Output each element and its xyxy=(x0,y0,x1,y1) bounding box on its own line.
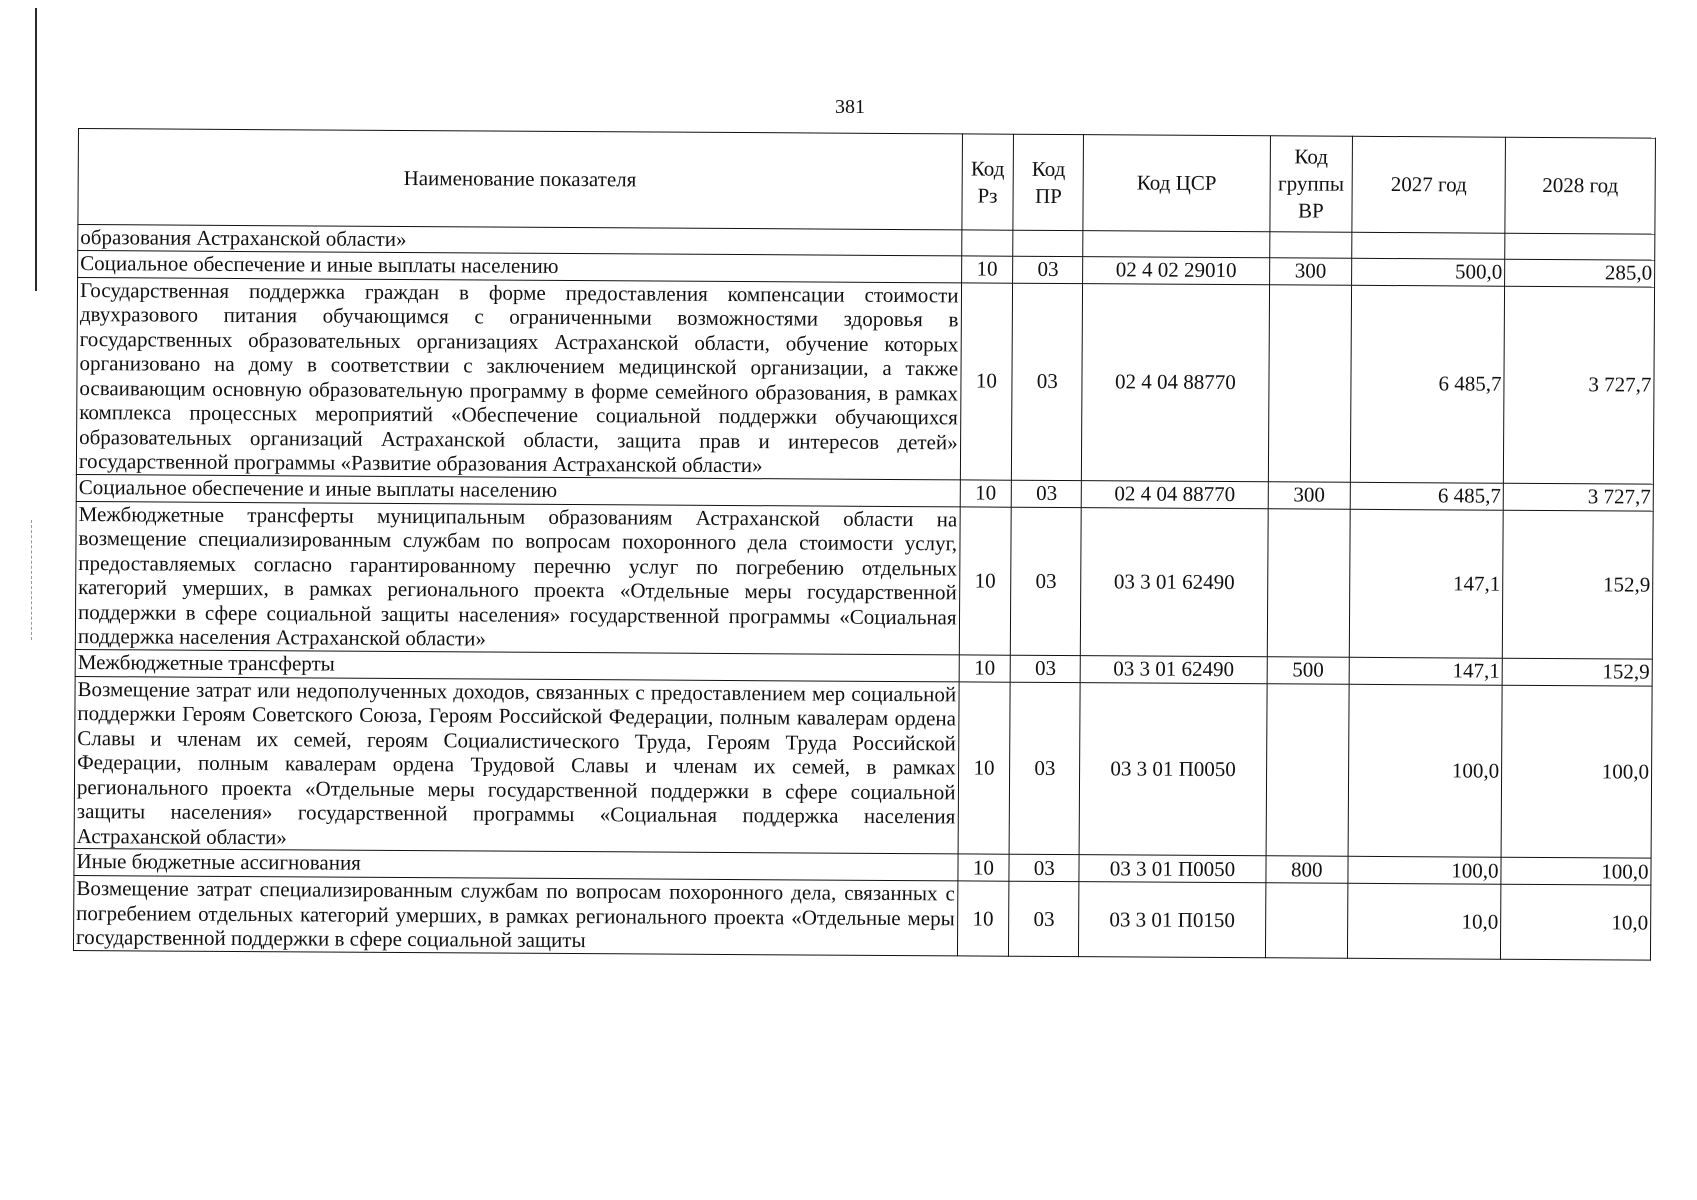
row-name: Социальное обеспечение и иные выплаты населению xyxy=(76,474,960,506)
page-number: 381 xyxy=(835,96,865,118)
row-2028: 152,9 xyxy=(1502,658,1652,686)
row-2028: 100,0 xyxy=(1501,685,1652,858)
row-2027: 6 485,7 xyxy=(1350,482,1503,510)
row-2028: 285,0 xyxy=(1505,259,1655,287)
header-csr: Код ЦСР xyxy=(1083,135,1270,232)
row-2028: 3 727,7 xyxy=(1503,286,1654,484)
row-csr: 02 4 02 29010 xyxy=(1083,256,1269,284)
row-pr: 03 xyxy=(1009,854,1079,881)
row-csr: 03 3 01 П0050 xyxy=(1079,855,1265,883)
row-rz: 10 xyxy=(957,854,1009,881)
row-pr: 03 xyxy=(1013,256,1083,283)
table-row xyxy=(76,277,1654,484)
row-2028: 100,0 xyxy=(1501,857,1651,885)
row-pr: 03 xyxy=(1009,881,1080,956)
row-vr: 800 xyxy=(1265,856,1348,884)
row-pr: 03 xyxy=(1009,682,1080,855)
table-row xyxy=(75,501,1653,659)
row-csr: 03 3 01 П0150 xyxy=(1079,882,1265,958)
row-2028: 10,0 xyxy=(1501,884,1651,959)
header-pr: Код ПР xyxy=(1013,134,1084,230)
row-name: Государственная поддержка граждан в форме предоставления компенсации стоимости двухразового питания обучающимся с ограниченными возможностями здоровья в государственных образовательных организациях Астраханской области, обучение которых организовано на дому в соответствии с заключением медицинской организации, а также осваивающим основную образовательную программу в форме семейного образования, в рамках комплекса процессных мероприятий «Обеспечение социальной поддержки обучающихся образовательных организаций Астраханской области, защита прав и интересов детей» государственной программы «Развитие образования Астраханской области» xyxy=(76,277,961,479)
row-vr xyxy=(1269,232,1352,258)
header-rz: Код Рз xyxy=(961,134,1013,230)
row-name: Социальное обеспечение и иные выплаты населению xyxy=(78,250,962,282)
row-csr: 02 4 04 88770 xyxy=(1082,283,1269,481)
table-row xyxy=(74,676,1652,858)
row-name: Возмещение затрат специализированным службам по вопросам похоронного дела, связанных с погребением отдельных категорий умерших, в рамках регионального проекта «Отдельные меры государственной поддержки в сфере социальной защиты xyxy=(73,875,957,955)
row-2027: 147,1 xyxy=(1349,509,1503,658)
row-rz: 10 xyxy=(957,881,1009,956)
table-header-row xyxy=(78,129,1656,235)
row-2027: 500,0 xyxy=(1352,258,1505,286)
left-margin-rule xyxy=(35,8,37,291)
row-pr: 03 xyxy=(1010,655,1080,682)
row-2028 xyxy=(1505,233,1655,259)
row-name: Иные бюджетные ассигнования xyxy=(74,848,958,880)
row-pr: 03 xyxy=(1011,507,1082,655)
row-rz: 10 xyxy=(961,255,1013,282)
row-pr xyxy=(1013,230,1083,256)
row-vr: 300 xyxy=(1268,481,1351,509)
row-csr: 02 4 04 88770 xyxy=(1082,480,1268,508)
row-name: Межбюджетные трансферты xyxy=(75,649,959,681)
row-pr: 03 xyxy=(1012,283,1083,480)
row-name: Межбюджетные трансферты муниципальным образованиям Астраханской области на возмещение специализированным службам по вопросам похоронного дела стоимости услуг, предоставляемых согласно гарантированному перечню услуг по погребению отдельных категорий умерших, в рамках регионального проекта «Отдельные меры государственной поддержки в сфере социальной защиты населения» государственной программы «Социальная поддержка населения Астраханской области» xyxy=(75,501,959,654)
table-row xyxy=(73,875,1650,959)
row-rz: 10 xyxy=(959,654,1011,681)
row-csr xyxy=(1083,231,1269,258)
row-2027 xyxy=(1352,232,1505,258)
row-rz: 10 xyxy=(960,282,1013,479)
header-2028: 2028 год xyxy=(1505,137,1655,234)
row-name: Возмещение затрат или недополученных доходов, связанных с предоставлением мер социальной поддержки Героям Советского Союза, Героям Российской Федерации, полным кавалерам ордена Славы и членам их семей, героям Социалистического Труда, Героям Труда Российской Федерации, полным кавалерам ордена Трудовой Славы и членам их семей, в рамках регионального проекта «Отдельные меры государственной поддержки в сфере социальной защиты населения» государственной программы «Социальная поддержка населения Астраханской области» xyxy=(74,676,959,854)
header-name: Наименование показателя xyxy=(78,129,962,230)
row-vr xyxy=(1268,284,1352,482)
row-rz: 10 xyxy=(958,681,1011,854)
row-vr xyxy=(1266,683,1350,856)
row-vr xyxy=(1265,883,1348,958)
row-pr: 03 xyxy=(1011,480,1081,507)
row-csr: 03 3 01 62490 xyxy=(1081,655,1267,683)
row-2027: 10,0 xyxy=(1348,883,1501,958)
row-vr: 300 xyxy=(1269,257,1352,285)
row-rz: 10 xyxy=(959,506,1012,654)
row-vr: 500 xyxy=(1267,656,1350,684)
row-2027: 6 485,7 xyxy=(1351,285,1505,483)
left-margin-dashes xyxy=(31,520,33,640)
row-name: образования Астраханской области» xyxy=(78,225,962,256)
row-2027: 100,0 xyxy=(1348,684,1502,857)
row-rz xyxy=(961,230,1013,256)
row-csr: 03 3 01 П0050 xyxy=(1080,682,1267,856)
row-rz: 10 xyxy=(960,479,1012,506)
header-vr: Код группы ВР xyxy=(1269,136,1352,233)
row-2027: 147,1 xyxy=(1349,657,1502,685)
row-csr: 03 3 01 62490 xyxy=(1081,507,1268,656)
header-2027: 2027 год xyxy=(1352,136,1506,233)
row-2027: 100,0 xyxy=(1348,856,1501,884)
row-2028: 152,9 xyxy=(1502,510,1653,659)
budget-table xyxy=(73,128,1656,960)
row-2028: 3 727,7 xyxy=(1503,483,1653,511)
row-vr xyxy=(1267,508,1351,657)
